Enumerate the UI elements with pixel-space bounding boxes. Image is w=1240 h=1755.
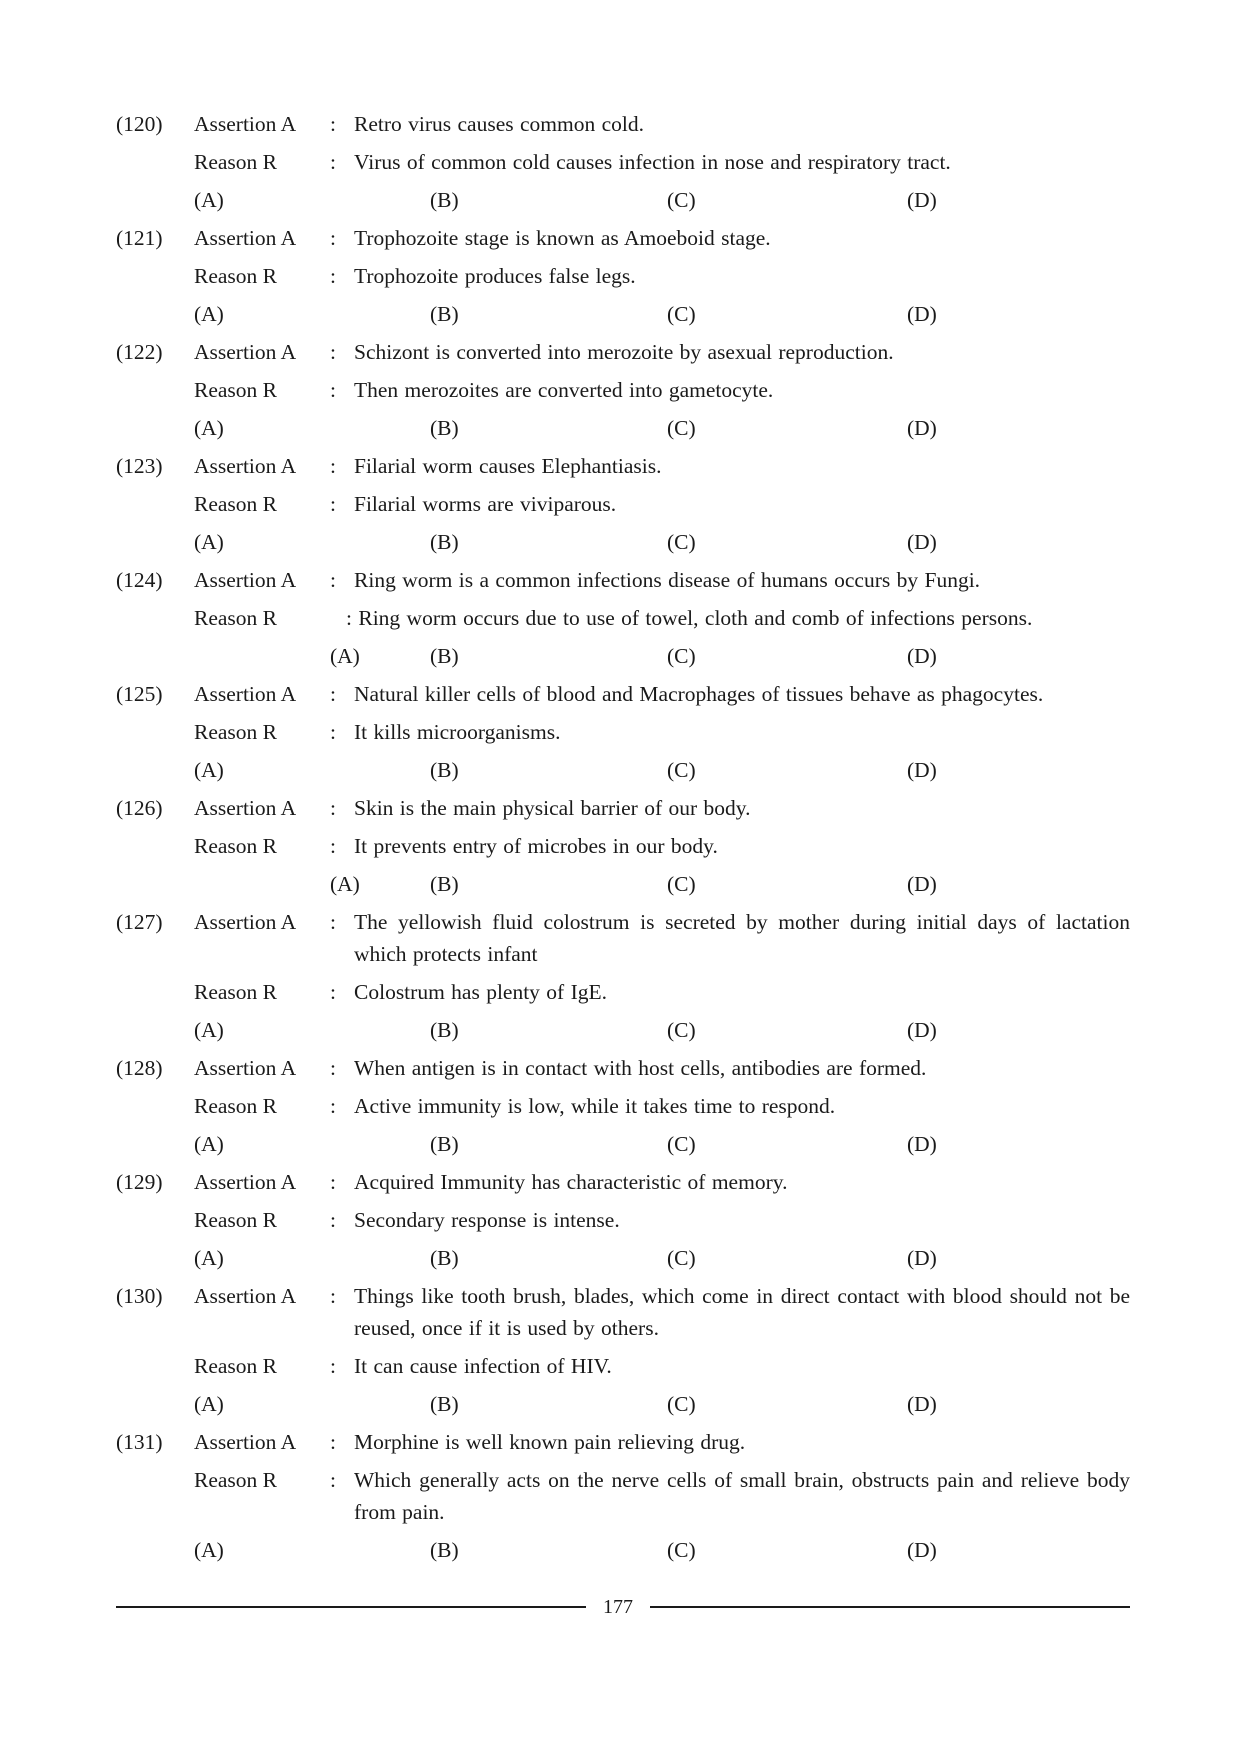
option-a[interactable]: (A)	[194, 416, 224, 440]
option-b[interactable]: (B)	[430, 1132, 459, 1156]
option-d[interactable]: (D)	[907, 530, 937, 554]
assertion-text: Filarial worm causes Elephantiasis.	[354, 454, 662, 478]
colon-separator: :	[330, 834, 336, 858]
options-row	[116, 868, 1130, 900]
option-b[interactable]: (B)	[430, 872, 459, 896]
assertion-row	[116, 108, 1130, 140]
option-d[interactable]: (D)	[907, 1246, 937, 1270]
question-number: (121)	[116, 226, 163, 250]
option-c[interactable]: (C)	[667, 1018, 696, 1042]
assertion-text: Schizont is converted into merozoite by asexual reproduction.	[354, 340, 894, 364]
assertion-text: Skin is the main physical barrier of our body.	[354, 796, 751, 820]
assertion-text: Things like tooth brush, blades, which come in direct contact with blood should not be reused, once if it is used by others.	[354, 1284, 1130, 1340]
reason-row	[116, 374, 1130, 406]
assertion-row	[116, 564, 1130, 596]
reason-row	[116, 488, 1130, 520]
reason-label: Reason R	[194, 980, 278, 1004]
reason-text: Then merozoites are converted into gametocyte.	[354, 378, 774, 402]
options-row	[116, 754, 1130, 786]
assertion-row	[116, 1166, 1130, 1198]
option-b[interactable]: (B)	[430, 758, 459, 782]
assertion-text: Acquired Immunity has characteristic of memory.	[354, 1170, 788, 1194]
footer-rule-left	[116, 1606, 586, 1608]
reason-text: It kills microorganisms.	[354, 720, 561, 744]
reason-row	[116, 260, 1130, 292]
assertion-row	[116, 450, 1130, 482]
assertion-row	[116, 678, 1130, 710]
reason-label: Reason R	[194, 1354, 278, 1378]
option-d[interactable]: (D)	[907, 1538, 937, 1562]
option-d[interactable]: (D)	[907, 416, 937, 440]
question-block	[116, 792, 1130, 900]
colon-separator: :	[330, 454, 336, 478]
colon-separator: :	[330, 1056, 336, 1080]
question-number: (130)	[116, 1284, 163, 1308]
assertion-label: Assertion A	[194, 568, 297, 592]
reason-label: Reason R	[194, 1094, 278, 1118]
question-block	[116, 1052, 1130, 1160]
options-row	[116, 1534, 1130, 1566]
page-footer	[116, 1592, 1130, 1622]
option-a[interactable]: (A)	[330, 644, 360, 668]
reason-label: Reason R	[194, 492, 278, 516]
reason-text: Trophozoite produces false legs.	[354, 264, 636, 288]
option-b[interactable]: (B)	[430, 1538, 459, 1562]
colon-separator: :	[330, 1354, 336, 1378]
assertion-label: Assertion A	[194, 682, 297, 706]
colon-separator: :	[330, 1208, 336, 1232]
reason-text: Which generally acts on the nerve cells of small brain, obstructs pain and relieve body from pain.	[354, 1468, 1130, 1524]
option-c[interactable]: (C)	[667, 530, 696, 554]
assertion-label: Assertion A	[194, 112, 297, 136]
colon-separator: :	[330, 378, 336, 402]
colon-separator: :	[330, 1170, 336, 1194]
options-row	[116, 412, 1130, 444]
question-number: (126)	[116, 796, 163, 820]
option-c[interactable]: (C)	[667, 1132, 696, 1156]
option-d[interactable]: (D)	[907, 1018, 937, 1042]
assertion-row	[116, 222, 1130, 254]
assertion-label: Assertion A	[194, 340, 297, 364]
option-d[interactable]: (D)	[907, 1132, 937, 1156]
reason-row	[116, 976, 1130, 1008]
assertion-row	[116, 906, 1130, 970]
reason-row	[116, 1464, 1130, 1528]
reason-row	[116, 1204, 1130, 1236]
colon-separator: :	[330, 796, 336, 820]
reason-text: : Ring worm occurs due to use of towel, cloth and comb of infections persons.	[346, 606, 1033, 630]
colon-separator: :	[330, 264, 336, 288]
reason-label: Reason R	[194, 378, 278, 402]
options-row	[116, 1388, 1130, 1420]
question-number: (127)	[116, 910, 163, 934]
assertion-text: Retro virus causes common cold.	[354, 112, 645, 136]
question-number: (131)	[116, 1430, 163, 1454]
assertion-text: When antigen is in contact with host cells, antibodies are formed.	[354, 1056, 927, 1080]
option-b[interactable]: (B)	[430, 1246, 459, 1270]
assertion-label: Assertion A	[194, 1430, 297, 1454]
colon-separator: :	[330, 150, 336, 174]
question-block	[116, 108, 1130, 216]
assertion-row	[116, 1052, 1130, 1084]
assertion-row	[116, 792, 1130, 824]
colon-separator: :	[330, 980, 336, 1004]
option-c[interactable]: (C)	[667, 1392, 696, 1416]
option-d[interactable]: (D)	[907, 872, 937, 896]
option-b[interactable]: (B)	[430, 530, 459, 554]
colon-separator: :	[330, 226, 336, 250]
assertion-text: Morphine is well known pain relieving drug.	[354, 1430, 746, 1454]
question-block	[116, 450, 1130, 558]
reason-text: Virus of common cold causes infection in nose and respiratory tract.	[354, 150, 951, 174]
option-c[interactable]: (C)	[667, 302, 696, 326]
reason-row	[116, 602, 1130, 634]
options-row	[116, 526, 1130, 558]
option-a[interactable]: (A)	[194, 758, 224, 782]
colon-separator: :	[330, 910, 336, 934]
reason-label: Reason R	[194, 606, 278, 630]
footer-rule-right	[650, 1606, 1130, 1608]
assertion-text: Ring worm is a common infections disease of humans occurs by Fungi.	[354, 568, 981, 592]
reason-row	[116, 1350, 1130, 1382]
colon-separator: :	[330, 568, 336, 592]
colon-separator: :	[330, 1430, 336, 1454]
option-d[interactable]: (D)	[907, 758, 937, 782]
question-block	[116, 336, 1130, 444]
question-block	[116, 1166, 1130, 1274]
colon-separator: :	[330, 1468, 336, 1492]
colon-separator: :	[330, 720, 336, 744]
question-number: (128)	[116, 1056, 163, 1080]
question-number: (125)	[116, 682, 163, 706]
option-a[interactable]: (A)	[194, 1392, 224, 1416]
options-row	[116, 640, 1130, 672]
colon-separator: :	[330, 340, 336, 364]
assertion-label: Assertion A	[194, 796, 297, 820]
assertion-row	[116, 1426, 1130, 1458]
reason-text: It prevents entry of microbes in our body.	[354, 834, 718, 858]
option-c[interactable]: (C)	[667, 188, 696, 212]
options-row	[116, 184, 1130, 216]
assertion-label: Assertion A	[194, 1284, 297, 1308]
option-c[interactable]: (C)	[667, 872, 696, 896]
colon-separator: :	[330, 1284, 336, 1308]
option-d[interactable]: (D)	[907, 1392, 937, 1416]
question-block	[116, 222, 1130, 330]
options-row	[116, 1242, 1130, 1274]
option-a[interactable]: (A)	[194, 188, 224, 212]
assertion-text: Trophozoite stage is known as Amoeboid stage.	[354, 226, 771, 250]
option-a[interactable]: (A)	[194, 302, 224, 326]
option-a[interactable]: (A)	[194, 1538, 224, 1562]
option-b[interactable]: (B)	[430, 1392, 459, 1416]
page-number: 177	[603, 1596, 633, 1618]
reason-label: Reason R	[194, 1208, 278, 1232]
reason-label: Reason R	[194, 834, 278, 858]
colon-separator: :	[330, 492, 336, 516]
colon-separator: :	[330, 112, 336, 136]
reason-text: Filarial worms are viviparous.	[354, 492, 617, 516]
question-block	[116, 1280, 1130, 1420]
option-d[interactable]: (D)	[907, 302, 937, 326]
reason-text: Active immunity is low, while it takes time to respond.	[354, 1094, 836, 1118]
question-block	[116, 906, 1130, 1046]
assertion-label: Assertion A	[194, 226, 297, 250]
reason-row	[116, 716, 1130, 748]
option-a[interactable]: (A)	[330, 872, 360, 896]
option-d[interactable]: (D)	[907, 188, 937, 212]
reason-label: Reason R	[194, 150, 278, 174]
option-b[interactable]: (B)	[430, 1018, 459, 1042]
option-b[interactable]: (B)	[430, 188, 459, 212]
assertion-row	[116, 1280, 1130, 1344]
assertion-label: Assertion A	[194, 1170, 297, 1194]
option-c[interactable]: (C)	[667, 758, 696, 782]
option-a[interactable]: (A)	[194, 1246, 224, 1270]
reason-label: Reason R	[194, 1468, 278, 1492]
colon-separator: :	[330, 682, 336, 706]
reason-text: Colostrum has plenty of IgE.	[354, 980, 608, 1004]
assertion-row	[116, 336, 1130, 368]
options-row	[116, 1128, 1130, 1160]
reason-row	[116, 1090, 1130, 1122]
assertion-label: Assertion A	[194, 454, 297, 478]
reason-row	[116, 830, 1130, 862]
option-b[interactable]: (B)	[430, 644, 459, 668]
option-d[interactable]: (D)	[907, 644, 937, 668]
option-a[interactable]: (A)	[194, 1132, 224, 1156]
reason-label: Reason R	[194, 264, 278, 288]
question-number: (123)	[116, 454, 163, 478]
question-number: (122)	[116, 340, 163, 364]
question-number: (120)	[116, 112, 163, 136]
reason-text: It can cause infection of HIV.	[354, 1354, 612, 1378]
option-a[interactable]: (A)	[194, 530, 224, 554]
reason-text: Secondary response is intense.	[354, 1208, 620, 1232]
options-row	[116, 298, 1130, 330]
reason-label: Reason R	[194, 720, 278, 744]
assertion-label: Assertion A	[194, 910, 297, 934]
option-b[interactable]: (B)	[430, 416, 459, 440]
reason-row	[116, 146, 1130, 178]
assertion-text: The yellowish fluid colostrum is secreted by mother during initial days of lactation which protects infant	[354, 910, 1130, 966]
option-c[interactable]: (C)	[667, 644, 696, 668]
option-c[interactable]: (C)	[667, 1246, 696, 1270]
question-block	[116, 564, 1130, 672]
option-b[interactable]: (B)	[430, 302, 459, 326]
option-c[interactable]: (C)	[667, 416, 696, 440]
assertion-label: Assertion A	[194, 1056, 297, 1080]
question-number: (124)	[116, 568, 163, 592]
option-a[interactable]: (A)	[194, 1018, 224, 1042]
options-row	[116, 1014, 1130, 1046]
colon-separator: :	[330, 1094, 336, 1118]
question-block	[116, 678, 1130, 786]
assertion-text: Natural killer cells of blood and Macrophages of tissues behave as phagocytes.	[354, 682, 1044, 706]
question-number: (129)	[116, 1170, 163, 1194]
question-list	[116, 108, 1130, 1572]
option-c[interactable]: (C)	[667, 1538, 696, 1562]
question-block	[116, 1426, 1130, 1566]
